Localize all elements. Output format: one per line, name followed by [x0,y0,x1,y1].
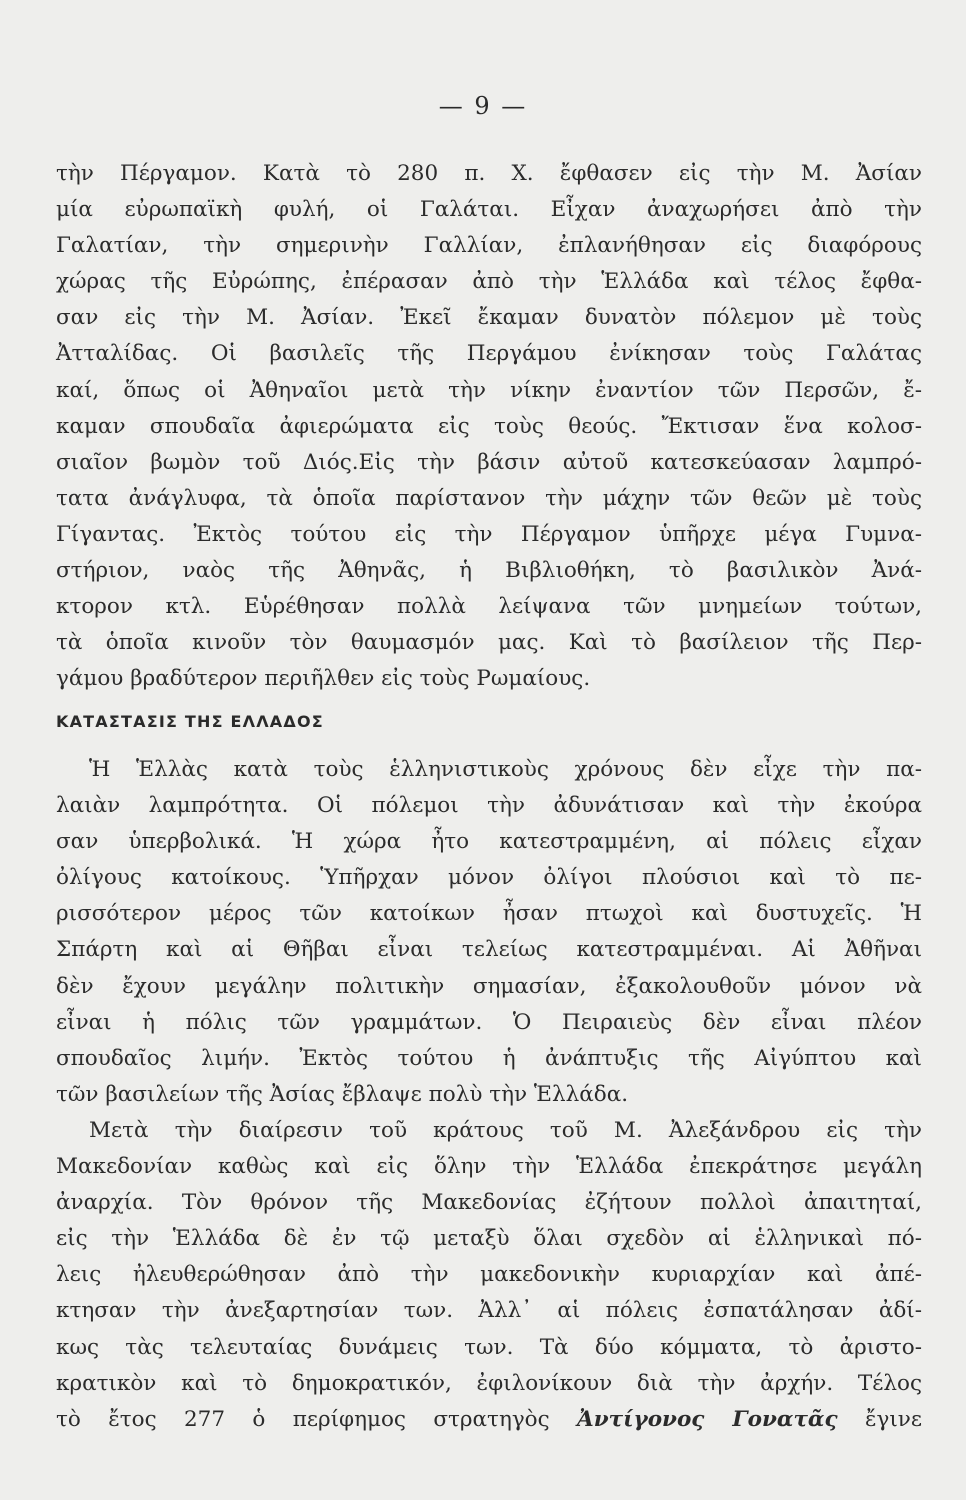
text-line: τὴν Πέργαμον. Κατὰ τὸ 280 π. Χ. ἔφθασεν εἰς τὴν Μ. Ἀσίαν [56,161,922,186]
text-line: σιαῖον βωμὸν τοῦ Διός.Εἰς τὴν βάσιν αὐτοῦ κατεσκεύασαν λαμπρό- [56,449,922,475]
text-line: εἶναι ἡ πόλις τῶν γραμμάτων. Ὁ Πειραιεὺς δὲν εἶναι πλέον [56,1009,922,1035]
text-line: ὀλίγους κατοίκους. Ὑπῆρχαν μόνον ὀλίγοι πλούσιοι καὶ τὸ πε- [56,865,922,891]
text-line: Γίγαντας. Ἐκτὸς τούτου εἰς τὴν Πέργαμον ὑπῆρχε μέγα Γυμνα- [56,521,922,547]
text-line: σπουδαῖος λιμήν. Ἐκτὸς τούτου ἡ ἀνάπτυξις τῆς Αἰγύπτου καὶ [56,1045,922,1071]
text-line: τῶν βασιλείων τῆς Ἀσίας ἔβλαψε πολὺ τὴν Ἑλλάδα. [56,1081,629,1107]
text-line: εἰς τὴν Ἑλλάδα δὲ ἐν τῷ μεταξὺ ὅλαι σχεδὸν αἱ ἑλληνικαὶ πό- [56,1226,922,1252]
text-line: κρατικὸν καὶ τὸ δημοκρατικόν, ἐφιλονίκουν διὰ τὴν ἀρχήν. Τέλος [56,1370,922,1396]
text-line: στήριον, ναὸς τῆς Ἀθηνᾶς, ἡ Βιβλιοθήκη, τὸ βασιλικὸν Ἀνά- [56,558,922,584]
text-line: τὰ ὁποῖα κινοῦν τὸν θαυμασμόν μας. Καὶ τὸ βασίλειον τῆς Περ- [56,630,922,656]
text-line: σαν ὑπερβολικά. Ἡ χώρα ἦτο κατεστραμμένη, αἱ πόλεις εἶχαν [56,829,922,855]
text-line: λαιὰν λαμπρότητα. Οἱ πόλεμοι τὴν ἀδυνάτισαν καὶ τὴν ἐκούρα [56,793,922,819]
text-line: Σπάρτη καὶ αἱ Θῆβαι εἶναι τελείως κατεστραμμέναι. Αἱ Ἀθῆναι [56,937,922,963]
last-line-start: τὸ ἔτος 277 ὁ περίφημος στρατηγὸς [56,1406,550,1432]
text-line: Γαλατίαν, τὴν σημερινὴν Γαλλίαν, ἐπλανήθησαν εἰς διαφόρους [56,233,922,259]
text-line: κτορον κτλ. Εὑρέθησαν πολλὰ λείψανα τῶν μνημείων τούτων, [56,594,922,620]
text-line: ρισσότερον μέρος τῶν κατοίκων ἦσαν πτωχοὶ καὶ δυστυχεῖς. Ἡ [56,901,922,927]
text-line: χώρας τῆς Εὐρώπης, ἐπέρασαν ἀπὸ τὴν Ἑλλάδα καὶ τέλος ἔφθα- [56,269,922,295]
text-line: κτησαν τὴν ἀνεξαρτησίαν των. Ἀλλ᾽ αἱ πόλεις ἐσπατάλησαν ἀδί- [56,1298,922,1324]
text-line-last [56,1402,922,1438]
last-line-end: ἔγινε [864,1406,922,1432]
text-line: κως τὰς τελευταίας δυνάμεις των. Τὰ δύο κόμματα, τὸ ἀριστο- [56,1334,922,1360]
text-line: καμαν σπουδαῖα ἀφιερώματα εἰς τοὺς θεούς. Ἔκτισαν ἕνα κολοσ- [56,413,922,439]
text-line: μία εὐρωπαϊκὴ φυλή, οἱ Γαλάται. Εἶχαν ἀναχωρήσει ἀπὸ τὴν [56,197,922,223]
text-line: σαν εἰς τὴν Μ. Ἀσίαν. Ἐκεῖ ἔκαμαν δυνατὸν πόλεμον μὲ τοὺς [56,305,922,331]
text-line: Μακεδονίαν καθὼς καὶ εἰς ὅλην τὴν Ἑλλάδα ἐπεκράτησε μεγάλη [56,1154,922,1180]
paragraph-greece-state [56,752,922,1438]
paragraph-pergamon [56,156,922,697]
text-line: τατα ἀνάγλυφα, τὰ ὁποῖα παρίστανον τὴν μάχην τῶν θεῶν μὲ τοὺς [56,485,922,511]
text-line: Ἀτταλίδας. Οἱ βασιλεῖς τῆς Περγάμου ἐνίκησαν τοὺς Γαλάτας [56,341,922,367]
section-heading: ΚΑΤΑΣΤΑΣΙΣ ΤΗΣ ΕΛΛΑΔΟΣ [56,712,324,731]
text-line: λεις ἠλευθερώθησαν ἀπὸ τὴν μακεδονικὴν κυριαρχίαν καὶ ἀπέ- [56,1262,922,1288]
text-line: γάμου βραδύτερον περιῆλθεν εἰς τοὺς Ρωμαίους. [56,666,591,692]
text-line: Ἡ Ἑλλὰς κατὰ τοὺς ἑλληνιστικοὺς χρόνους δὲν εἶχε τὴν πα- [89,757,922,782]
text-line: δὲν ἔχουν μεγάλην πολιτικὴν σημασίαν, ἐξακολουθοῦν μόνον νὰ [56,973,922,999]
page-number: — 9 — [438,92,528,120]
text-line: Μετὰ τὴν διαίρεσιν τοῦ κράτους τοῦ Μ. Ἀλεξάνδρου εἰς τὴν [89,1117,922,1143]
text-line: ἀναρχία. Τὸν θρόνον τῆς Μακεδονίας ἐζήτουν πολλοὶ ἀπαιτηταί, [56,1190,922,1216]
emphasized-name: Ἀντίγονος Γονατᾶς [577,1406,838,1432]
text-line: καί, ὅπως οἱ Ἀθηναῖοι μετὰ τὴν νίκην ἐναντίον τῶν Περσῶν, ἔ- [56,377,922,403]
